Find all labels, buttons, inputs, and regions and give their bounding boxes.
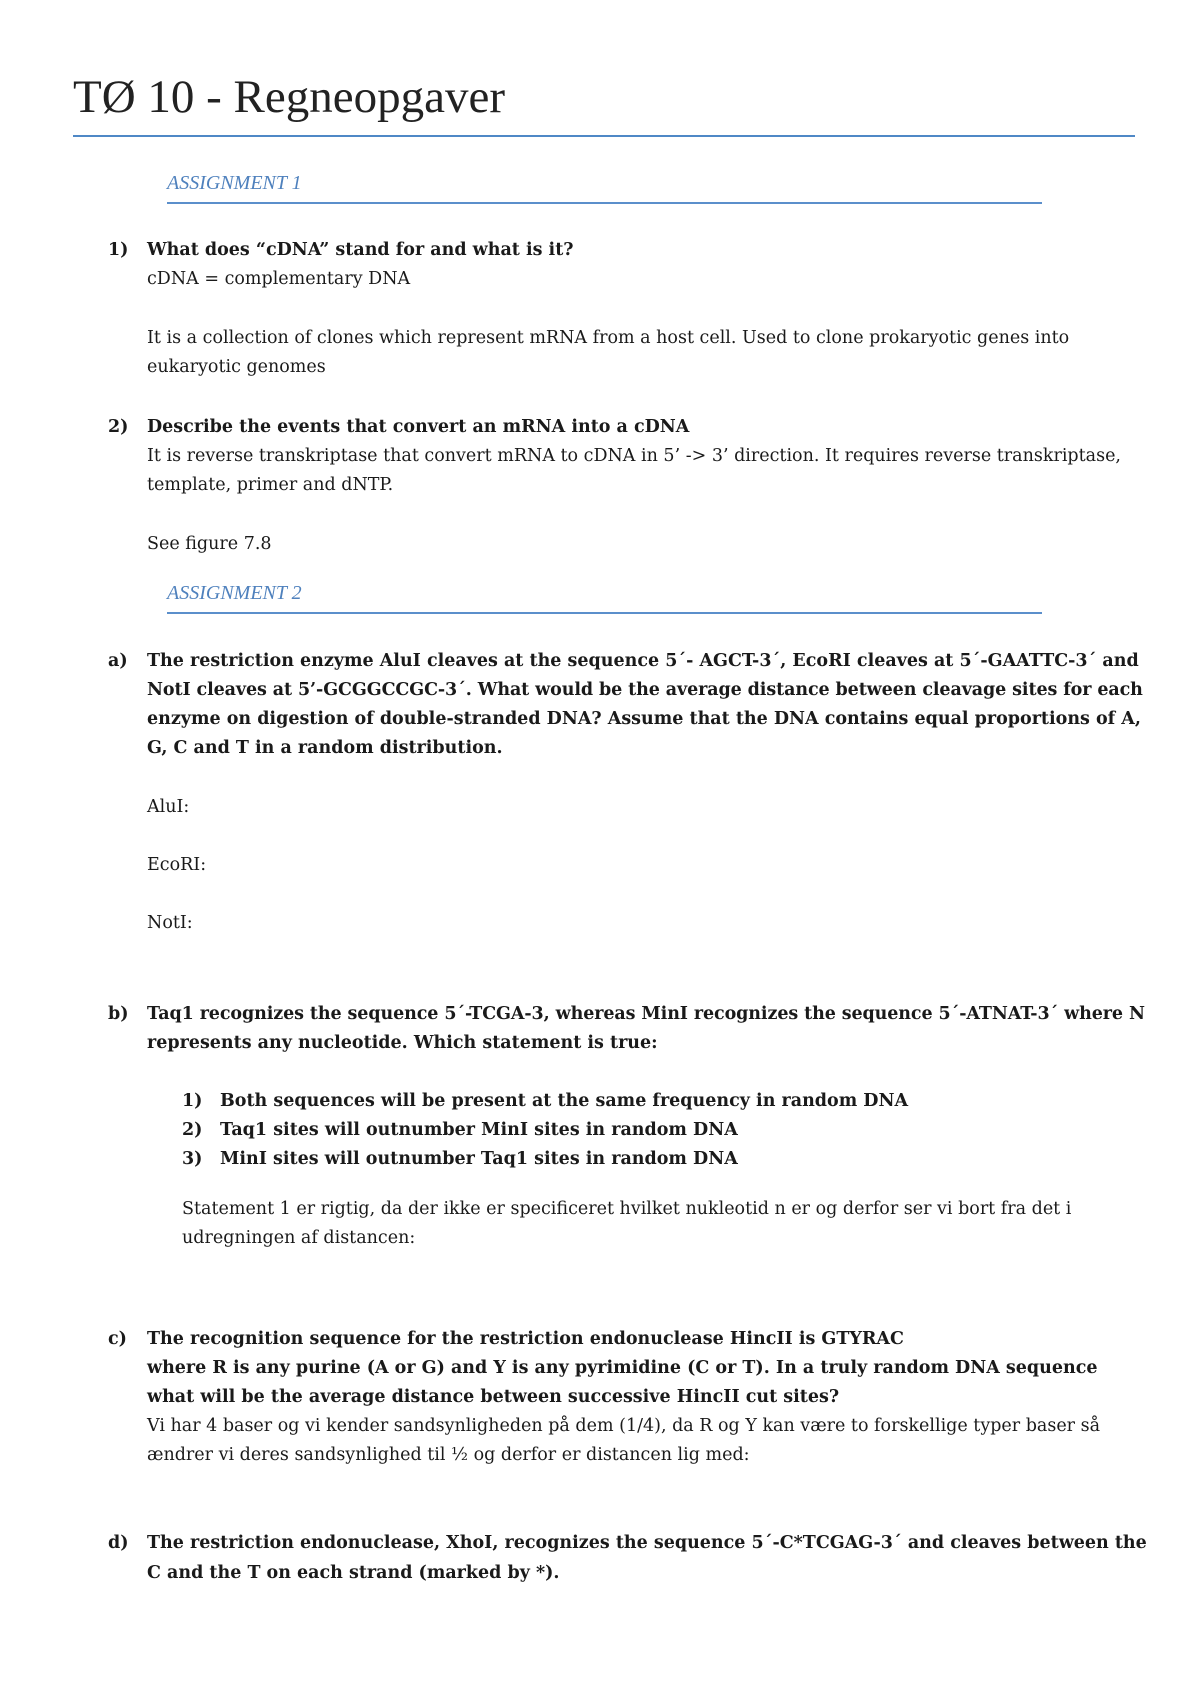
qc-answer-line: Vi har 4 baser og vi kender sandsynligheden på dem (1/4), da R og Y kan være to forskellige typer baser så — [147, 1416, 1101, 1436]
qc-number: c) — [108, 1329, 127, 1349]
q1-answer-line: It is a collection of clones which represent mRNA from a host cell. Used to clone prokaryotic genes into — [147, 328, 1070, 348]
qa-question-line: NotI cleaves at 5’-GCGGCCGC-3´. What would be the average distance between cleavage sites for each — [147, 680, 1143, 700]
assignment-2-heading: ASSIGNMENT 2 — [167, 582, 302, 604]
qc-question-line: The recognition sequence for the restriction endonuclease HincII is GTYRAC — [147, 1329, 904, 1349]
q2-answer-line: It is reverse transkriptase that convert mRNA to cDNA in 5’ -> 3’ direction. It requires reverse transkriptase, — [147, 446, 1121, 466]
qb-answer-line: udregningen af distancen: — [182, 1228, 416, 1248]
qb-option-number: 1) — [182, 1091, 203, 1111]
qa-question-line: enzyme on digestion of double-stranded DNA? Assume that the DNA contains equal proportions of A, — [147, 709, 1141, 729]
qd-question-line: C and the T on each strand (marked by *). — [147, 1563, 560, 1583]
document-title: TØ 10 - Regneopgaver — [73, 71, 505, 123]
qc-answer-line: ændrer vi deres sandsynlighed til ½ og derfor er distancen lig med: — [147, 1445, 750, 1465]
qb-option-number: 2) — [182, 1120, 203, 1140]
qb-option-number: 3) — [182, 1149, 203, 1169]
q2-answer-line: See figure 7.8 — [147, 534, 272, 554]
qb-question-line: represents any nucleotide. Which statement is true: — [147, 1033, 658, 1053]
qa-question-line: The restriction enzyme AluI cleaves at the sequence 5´- AGCT-3´, EcoRI cleaves at 5´-GAATTC-3´ and — [147, 651, 1139, 671]
q2-number: 2) — [108, 417, 129, 437]
q1-number: 1) — [108, 240, 129, 260]
qb-option-text: Both sequences will be present at the same frequency in random DNA — [220, 1091, 909, 1111]
qd-question-line: The restriction endonuclease, XhoI, recognizes the sequence 5´-C*TCGAG-3´ and cleaves between the — [147, 1533, 1147, 1553]
qc-question-line: what will be the average distance between successive HincII cut sites? — [147, 1387, 840, 1407]
qa-ecori-label: EcoRI: — [147, 855, 207, 875]
assignment-2-underline — [167, 612, 1042, 614]
qd-number: d) — [108, 1533, 129, 1553]
qb-option-text: Taq1 sites will outnumber MinI sites in random DNA — [220, 1120, 738, 1140]
q1-question: What does “cDNA” stand for and what is it? — [147, 240, 574, 260]
q2-question: Describe the events that convert an mRNA into a cDNA — [147, 417, 690, 437]
q2-answer-line: template, primer and dNTP. — [147, 475, 394, 495]
q1-answer-line: eukaryotic genomes — [147, 357, 326, 377]
q1-answer-line: cDNA = complementary DNA — [147, 269, 411, 289]
qb-answer-line: Statement 1 er rigtig, da der ikke er specificeret hvilket nukleotid n er og derfor ser vi bort fra det i — [182, 1199, 1072, 1219]
qb-number: b) — [108, 1004, 129, 1024]
qc-question-line: where R is any purine (A or G) and Y is any pyrimidine (C or T). In a truly random DNA sequence — [147, 1358, 1098, 1378]
qb-option-text: MinI sites will outnumber Taq1 sites in random DNA — [220, 1149, 738, 1169]
title-underline — [73, 135, 1135, 137]
qa-noti-label: NotI: — [147, 913, 193, 933]
qb-question-line: Taq1 recognizes the sequence 5´-TCGA-3, whereas MinI recognizes the sequence 5´-ATNAT-3´ where N — [147, 1004, 1145, 1024]
assignment-1-heading: ASSIGNMENT 1 — [167, 172, 302, 194]
assignment-1-underline — [167, 202, 1042, 204]
qa-question-line: G, C and T in a random distribution. — [147, 738, 503, 758]
qa-number: a) — [108, 651, 128, 671]
qa-alui-label: AluI: — [147, 797, 190, 817]
